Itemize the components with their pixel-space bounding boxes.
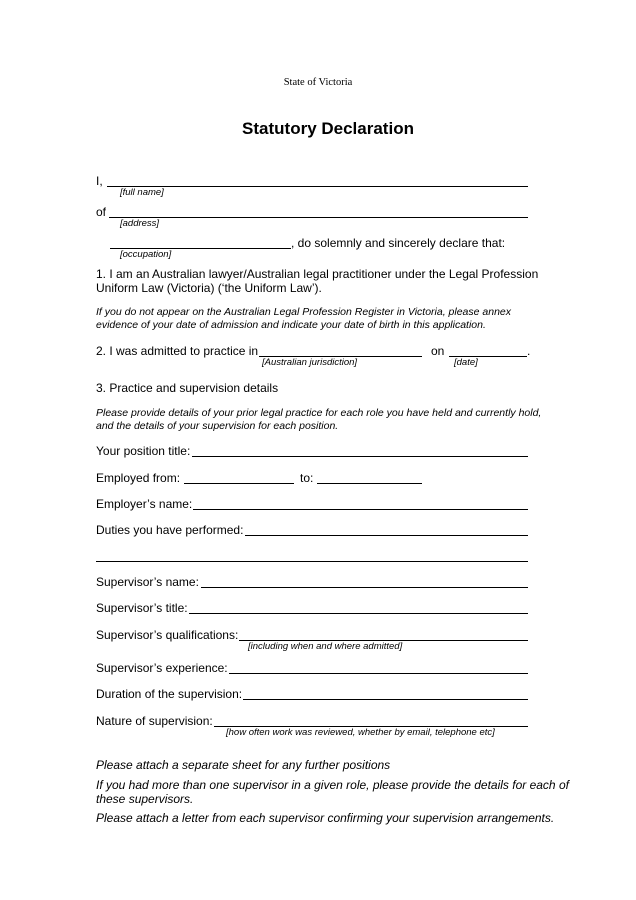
attach-sheet-note: Please attach a separate sheet for any further positions bbox=[96, 758, 391, 772]
employed-from-field[interactable] bbox=[184, 483, 294, 484]
qualifications-hint: [including when and where admitted] bbox=[248, 641, 403, 652]
jurisdiction-hint: [Australian jurisdiction] bbox=[262, 357, 358, 368]
section2-prefix: 2. I was admitted to practice in bbox=[96, 344, 259, 358]
supervisor-experience-field[interactable] bbox=[229, 673, 528, 674]
full-name-field[interactable] bbox=[107, 186, 528, 187]
employed-from-label: Employed from: bbox=[96, 471, 181, 485]
multiple-supervisors-line1: If you had more than one supervisor in a given role, please provide the details for each of bbox=[96, 778, 569, 792]
section1-line1: 1. I am an Australian lawyer/Australian legal practitioner under the Legal Profession bbox=[96, 267, 539, 281]
state-label: State of Victoria bbox=[283, 77, 353, 88]
occupation-hint: [occupation] bbox=[120, 249, 172, 260]
employer-name-label: Employer’s name: bbox=[96, 497, 193, 511]
supervisor-experience-label: Supervisor’s experience: bbox=[96, 661, 228, 675]
section1-note-line1: If you do not appear on the Australian Legal Profession Register in Victoria, please annex bbox=[96, 306, 512, 318]
full-name-hint: [full name] bbox=[120, 187, 164, 198]
employer-name-field[interactable] bbox=[193, 509, 528, 510]
section1-line2: Uniform Law (Victoria) (‘the Uniform Law’). bbox=[96, 281, 322, 295]
duration-label: Duration of the supervision: bbox=[96, 687, 243, 701]
position-title-field[interactable] bbox=[192, 456, 528, 457]
duties-label: Duties you have performed: bbox=[96, 523, 244, 537]
of-prefix: of bbox=[96, 205, 107, 219]
section1-note-line2: evidence of your date of admission and indicate your date of birth in this application. bbox=[96, 319, 486, 331]
supervisor-name-field[interactable] bbox=[201, 587, 528, 588]
supervisor-title-label: Supervisor’s title: bbox=[96, 601, 188, 615]
duties-field[interactable] bbox=[245, 535, 528, 536]
employed-to-field[interactable] bbox=[317, 483, 422, 484]
address-field[interactable] bbox=[109, 217, 528, 218]
position-title-label: Your position title: bbox=[96, 444, 191, 458]
nature-label: Nature of supervision: bbox=[96, 714, 213, 728]
attach-letter-note: Please attach a letter from each supervisor confirming your supervision arrangements. bbox=[96, 811, 555, 825]
supervisor-qualifications-label: Supervisor’s qualifications: bbox=[96, 628, 239, 642]
section2-on-label: on bbox=[431, 344, 445, 358]
section2-period: . bbox=[527, 344, 531, 358]
supervisor-title-field[interactable] bbox=[189, 613, 528, 614]
date-hint: [date] bbox=[454, 357, 478, 368]
section3-note-line1: Please provide details of your prior legal practice for each role you have held and currently hold, bbox=[96, 407, 542, 419]
duration-field[interactable] bbox=[243, 699, 528, 700]
address-hint: [address] bbox=[120, 218, 160, 229]
duties-field-continued[interactable] bbox=[96, 561, 528, 562]
multiple-supervisors-line2: these supervisors. bbox=[96, 792, 194, 806]
supervisor-name-label: Supervisor’s name: bbox=[96, 575, 199, 589]
nature-hint: [how often work was reviewed, whether by email, telephone etc] bbox=[226, 727, 495, 738]
i-prefix: I, bbox=[96, 174, 103, 188]
declare-text: , do solemnly and sincerely declare that: bbox=[291, 236, 506, 250]
employed-to-label: to: bbox=[300, 471, 314, 485]
page-title: Statutory Declaration bbox=[242, 119, 414, 138]
section3-heading: 3. Practice and supervision details bbox=[96, 381, 279, 395]
section3-note-line2: and the details of your supervision for each position. bbox=[96, 420, 339, 432]
